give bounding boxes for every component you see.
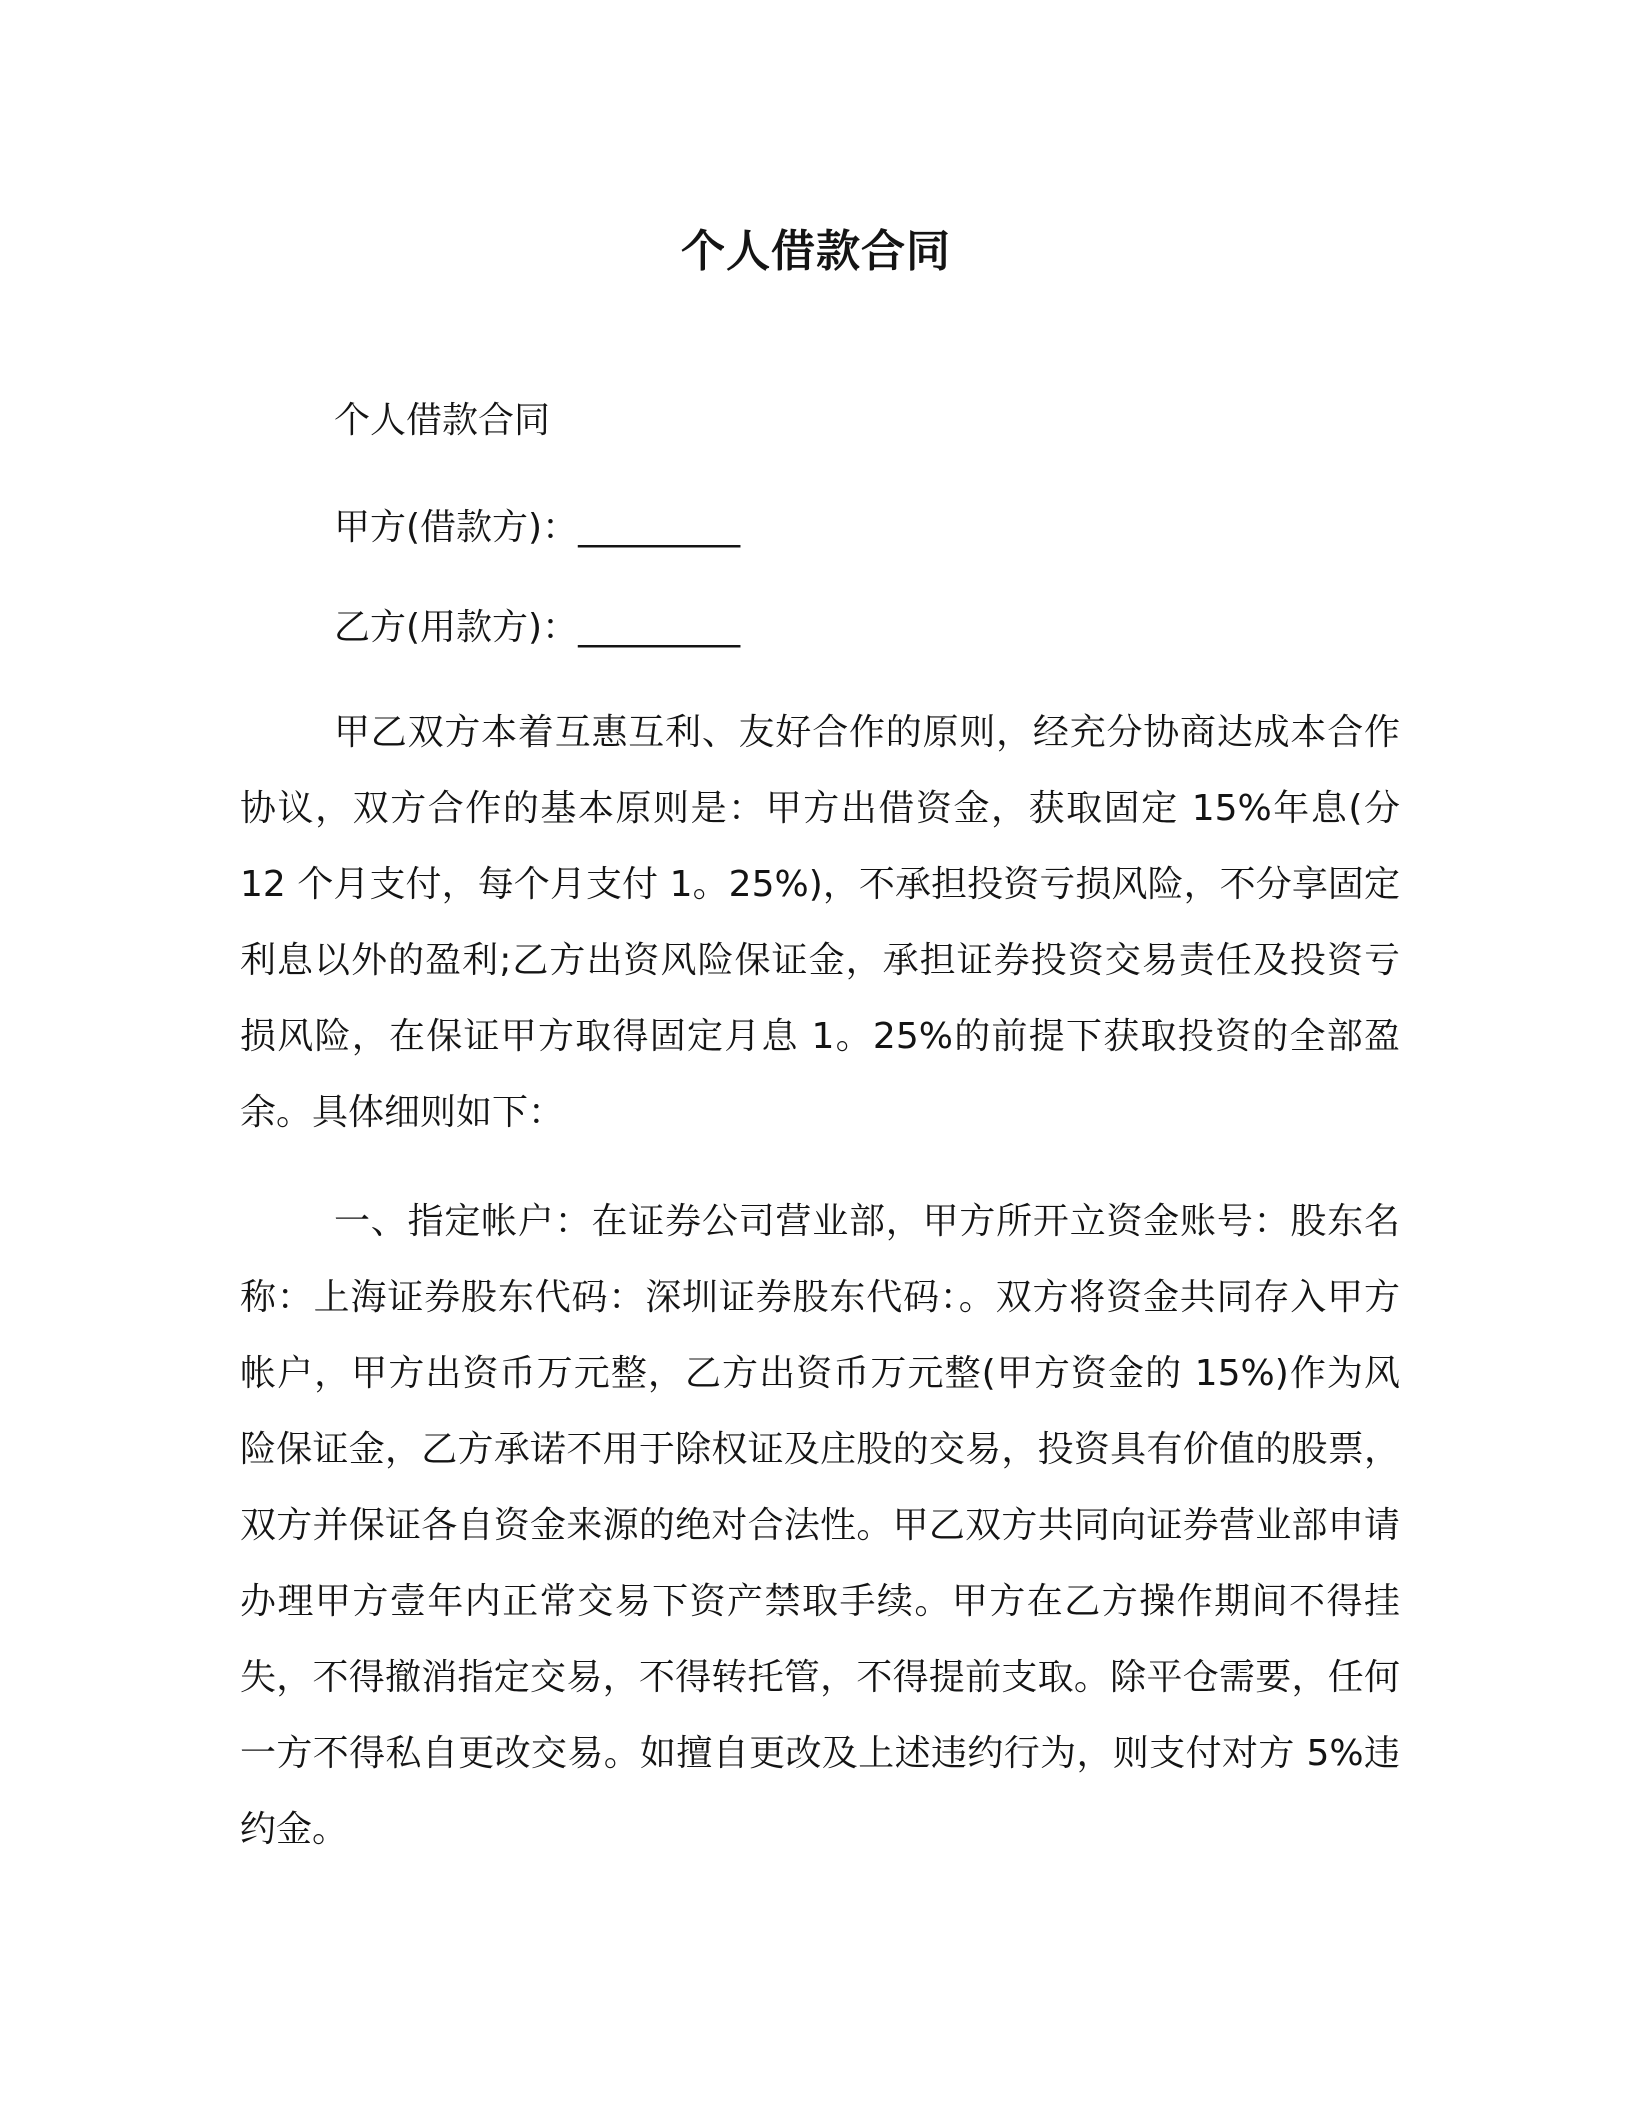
subtitle: 个人借款合同 (334, 400, 551, 441)
party-a-line: 甲方(借款方)：_________ (334, 507, 741, 548)
document-title: 个人借款合同 (681, 226, 951, 277)
intro-paragraph: 甲乙双方本着互惠互利、友好合作的原则，经充分协商达成本合作协议，双方合作的基本原则是：甲方出借资金，获取固定 15%年息(分 12 个月支付，每个月支付 1。25%)，不承担投资亏损风险，不分享固定利息以外的盈利;乙方出资风险保证金，承担证券投资交易责任及投资亏损风险，在保证甲方取得固定月息 1。25%的前提下获取投资的全部盈余。具体细则如下： (240, 712, 1400, 1133)
clause-one-paragraph: 一、指定帐户：在证券公司营业部，甲方所开立资金账号：股东名称：上海证券股东代码：深圳证券股东代码：。双方将资金共同存入甲方帐户，甲方出资币万元整，乙方出资币万元整(甲方资金的 15%)作为风险保证金，乙方承诺不用于除权证及庄股的交易，投资具有价值的股票，双方并保证各自资金来源的绝对合法性。甲乙双方共同向证券营业部申请办理甲方壹年内正常交易下资产禁取手续。甲方在乙方操作期间不得挂失，不得撤消指定交易，不得转托管，不得提前支取。除平仓需要，任何一方不得私自更改交易。如擅自更改及上述违约行为，则支付对方 5%违约金。 (240, 1201, 1400, 1850)
party-b-line: 乙方(用款方)：_________ (334, 607, 741, 648)
